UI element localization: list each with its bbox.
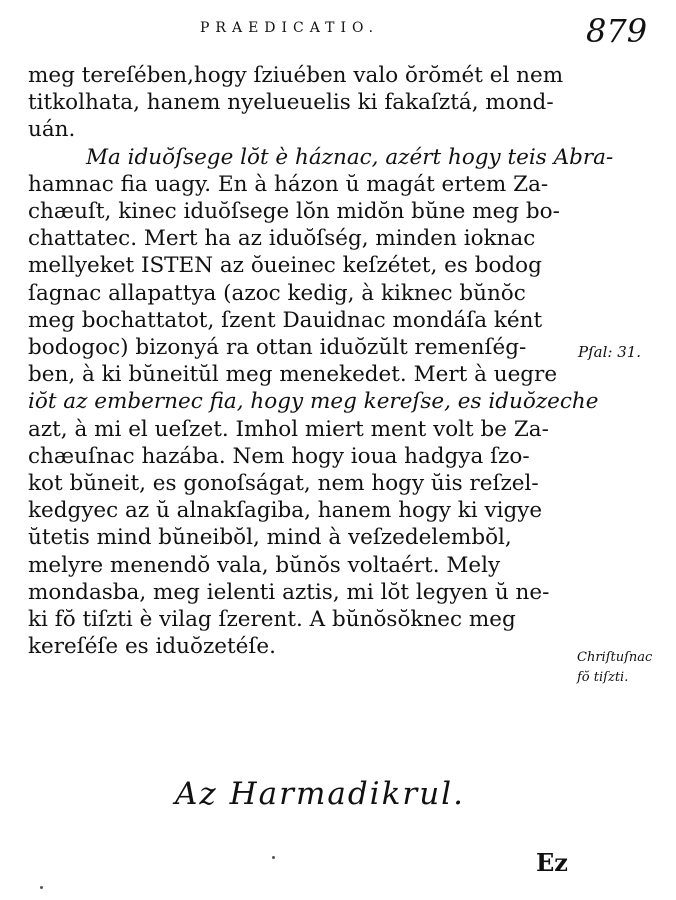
- running-head: PRAEDICATIO.: [200, 20, 380, 36]
- text-line: chæuſt, kinec iduŏſsege lŏn midŏn bŭne meg bo-: [28, 199, 560, 225]
- text-line: iŏt az embernec fia, hogy meg kereſse, es iduŏzeche: [28, 389, 599, 415]
- marginal-note-line: Chriſtuſnac: [577, 650, 653, 665]
- text-line: titkolhata, hanem nyelueuelis ki fakaſztá, mond-: [28, 90, 554, 116]
- text-line: chattatec. Mert ha az iduŏſség, minden ioknac: [28, 226, 536, 252]
- text-line: ŭtetis mind bŭneibŏl, mind à veſzedelembŏl,: [28, 525, 512, 551]
- text-line: mondasba, meg ielenti aztis, mi lŏt legyen ŭ ne-: [28, 579, 550, 605]
- text-line: kot bŭneit, es gonoſságat, nem hogy ŭis reſzel-: [28, 471, 539, 497]
- text-line: Ma iduŏſsege lŏt è háznac, azért hogy teis Abra-: [86, 144, 614, 170]
- catchword: Ez: [536, 848, 568, 877]
- text-line: ki fŏ tiſzti è vilag ſzerent. A bŭnŏsŏknec meg: [28, 607, 516, 633]
- ink-speck: [272, 856, 275, 859]
- text-line: kedgyec az ŭ alnakſagiba, hanem hogy ki vigye: [28, 498, 543, 524]
- page-number: 879: [586, 12, 648, 50]
- marginal-note-christ: [577, 648, 652, 688]
- text-line: mellyeket ISTEN az ŏueinec keſzétet, es bodog: [28, 253, 542, 279]
- text-line: melyre menendŏ vala, bŭnŏs voltaért. Mely: [28, 552, 501, 578]
- text-line: uán.: [28, 117, 76, 143]
- ink-speck: [40, 886, 43, 889]
- text-line: kereſéſe es iduŏzetéſe.: [28, 634, 276, 660]
- text-line: chæuſnac hazába. Nem hogy ioua hadgya ſzo-: [28, 443, 530, 469]
- text-line: azt, à mi el ueſzet. Imhol miert ment volt be Za-: [28, 416, 549, 442]
- text-line: meg bochattatot, ſzent Dauidnac mondáſa ként: [28, 307, 543, 333]
- text-line: bodogoc) bizonyá ra ottan iduŏzŭlt remenſég-: [28, 335, 527, 361]
- text-line: hamnac fia uagy. En à házon ŭ magát ertem Za-: [28, 171, 549, 197]
- marginal-note-psalm: Pſal: 31.: [578, 343, 642, 361]
- text-line: ſagnac allapattya (azoc kedig, à kiknec bŭnŏc: [28, 280, 526, 306]
- section-heading: Az Harmadikrul.: [175, 776, 465, 812]
- text-line: ben, à ki bŭneitŭl meg menekedet. Mert à uegre: [28, 362, 558, 388]
- marginal-note-line: fŏ tiſzti.: [577, 670, 629, 685]
- text-line: meg tereſében,hogy ſziuében valo ŏrŏmét el nem: [28, 63, 564, 88]
